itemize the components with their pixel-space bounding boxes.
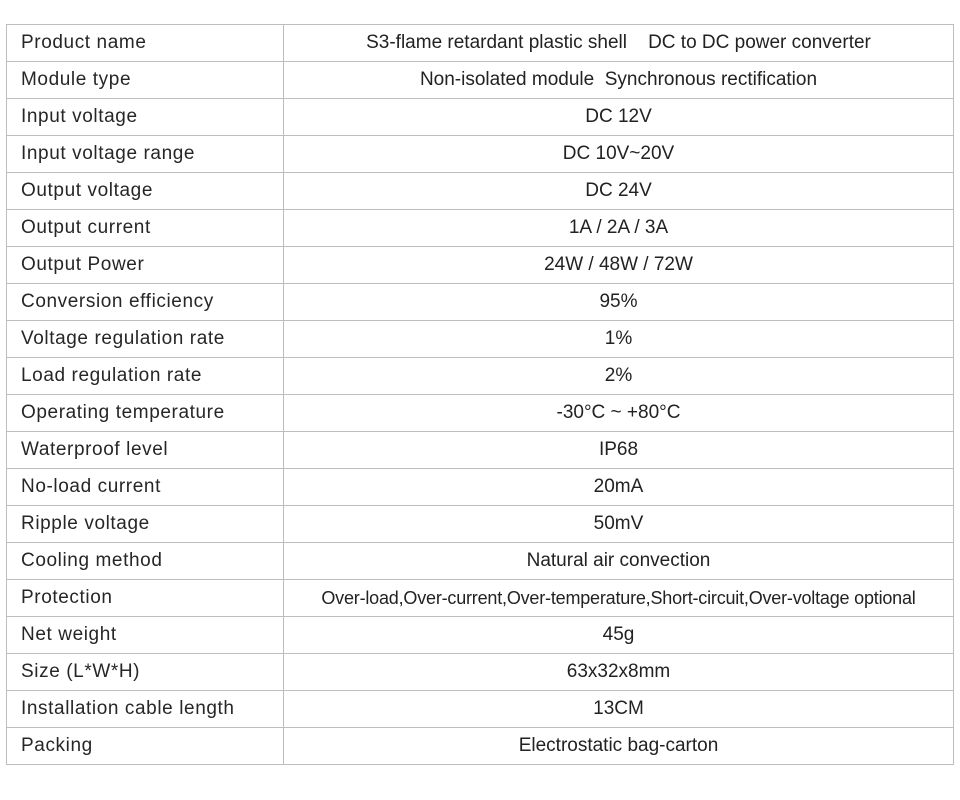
table-row: [7, 691, 954, 728]
parameter-label: Protection: [7, 580, 284, 617]
parameter-label: Operating temperature: [7, 395, 284, 432]
parameter-value: 45g: [284, 617, 954, 654]
table-row: [7, 395, 954, 432]
parameter-label: Output voltage: [7, 173, 284, 210]
table-row: [7, 284, 954, 321]
parameter-label: Load regulation rate: [7, 358, 284, 395]
parameter-value: 50mV: [284, 506, 954, 543]
spec-table: [6, 24, 954, 765]
parameter-value: 20mA: [284, 469, 954, 506]
parameter-label: Packing: [7, 728, 284, 765]
table-row: [7, 617, 954, 654]
parameter-value: 95%: [284, 284, 954, 321]
table-row: [7, 321, 954, 358]
parameter-value: Natural air convection: [284, 543, 954, 580]
parameter-value: Electrostatic bag-carton: [284, 728, 954, 765]
table-row: [7, 543, 954, 580]
table-row: [7, 432, 954, 469]
parameter-value: 1A / 2A / 3A: [284, 210, 954, 247]
table-row: [7, 728, 954, 765]
parameter-value: IP68: [284, 432, 954, 469]
parameter-label: Waterproof level: [7, 432, 284, 469]
parameter-value: DC 24V: [284, 173, 954, 210]
parameter-value: Non-isolated module Synchronous rectification: [284, 62, 954, 99]
parameter-label: Input voltage range: [7, 136, 284, 173]
table-row: [7, 358, 954, 395]
parameter-value: S3-flame retardant plastic shell DC to DC power converter: [284, 25, 954, 62]
parameter-label: Module type: [7, 62, 284, 99]
parameter-value: 2%: [284, 358, 954, 395]
parameter-value: 63x32x8mm: [284, 654, 954, 691]
parameter-label: Output current: [7, 210, 284, 247]
parameter-label: Size (L*W*H): [7, 654, 284, 691]
parameter-value: DC 10V~20V: [284, 136, 954, 173]
parameter-label: Input voltage: [7, 99, 284, 136]
parameter-label: Product name: [7, 25, 284, 62]
table-row: [7, 210, 954, 247]
table-row: [7, 247, 954, 284]
parameter-label: Net weight: [7, 617, 284, 654]
table-row: [7, 62, 954, 99]
table-row: [7, 25, 954, 62]
parameter-label: No-load current: [7, 469, 284, 506]
parameter-label: Cooling method: [7, 543, 284, 580]
table-row: [7, 136, 954, 173]
table-row: [7, 469, 954, 506]
parameter-value: -30°C ~ +80°C: [284, 395, 954, 432]
table-row: [7, 99, 954, 136]
table-row: [7, 506, 954, 543]
parameter-label: Conversion efficiency: [7, 284, 284, 321]
table-row: [7, 654, 954, 691]
parameter-value: 1%: [284, 321, 954, 358]
parameter-label: Installation cable length: [7, 691, 284, 728]
table-row: [7, 580, 954, 617]
parameter-value: 24W / 48W / 72W: [284, 247, 954, 284]
parameter-value: 13CM: [284, 691, 954, 728]
parameter-label: Voltage regulation rate: [7, 321, 284, 358]
parameter-label: Ripple voltage: [7, 506, 284, 543]
parameter-value: Over-load,Over-current,Over-temperature,Short-circuit,Over-voltage optional: [284, 580, 954, 617]
table-row: [7, 173, 954, 210]
parameter-value: DC 12V: [284, 99, 954, 136]
parameter-label: Output Power: [7, 247, 284, 284]
